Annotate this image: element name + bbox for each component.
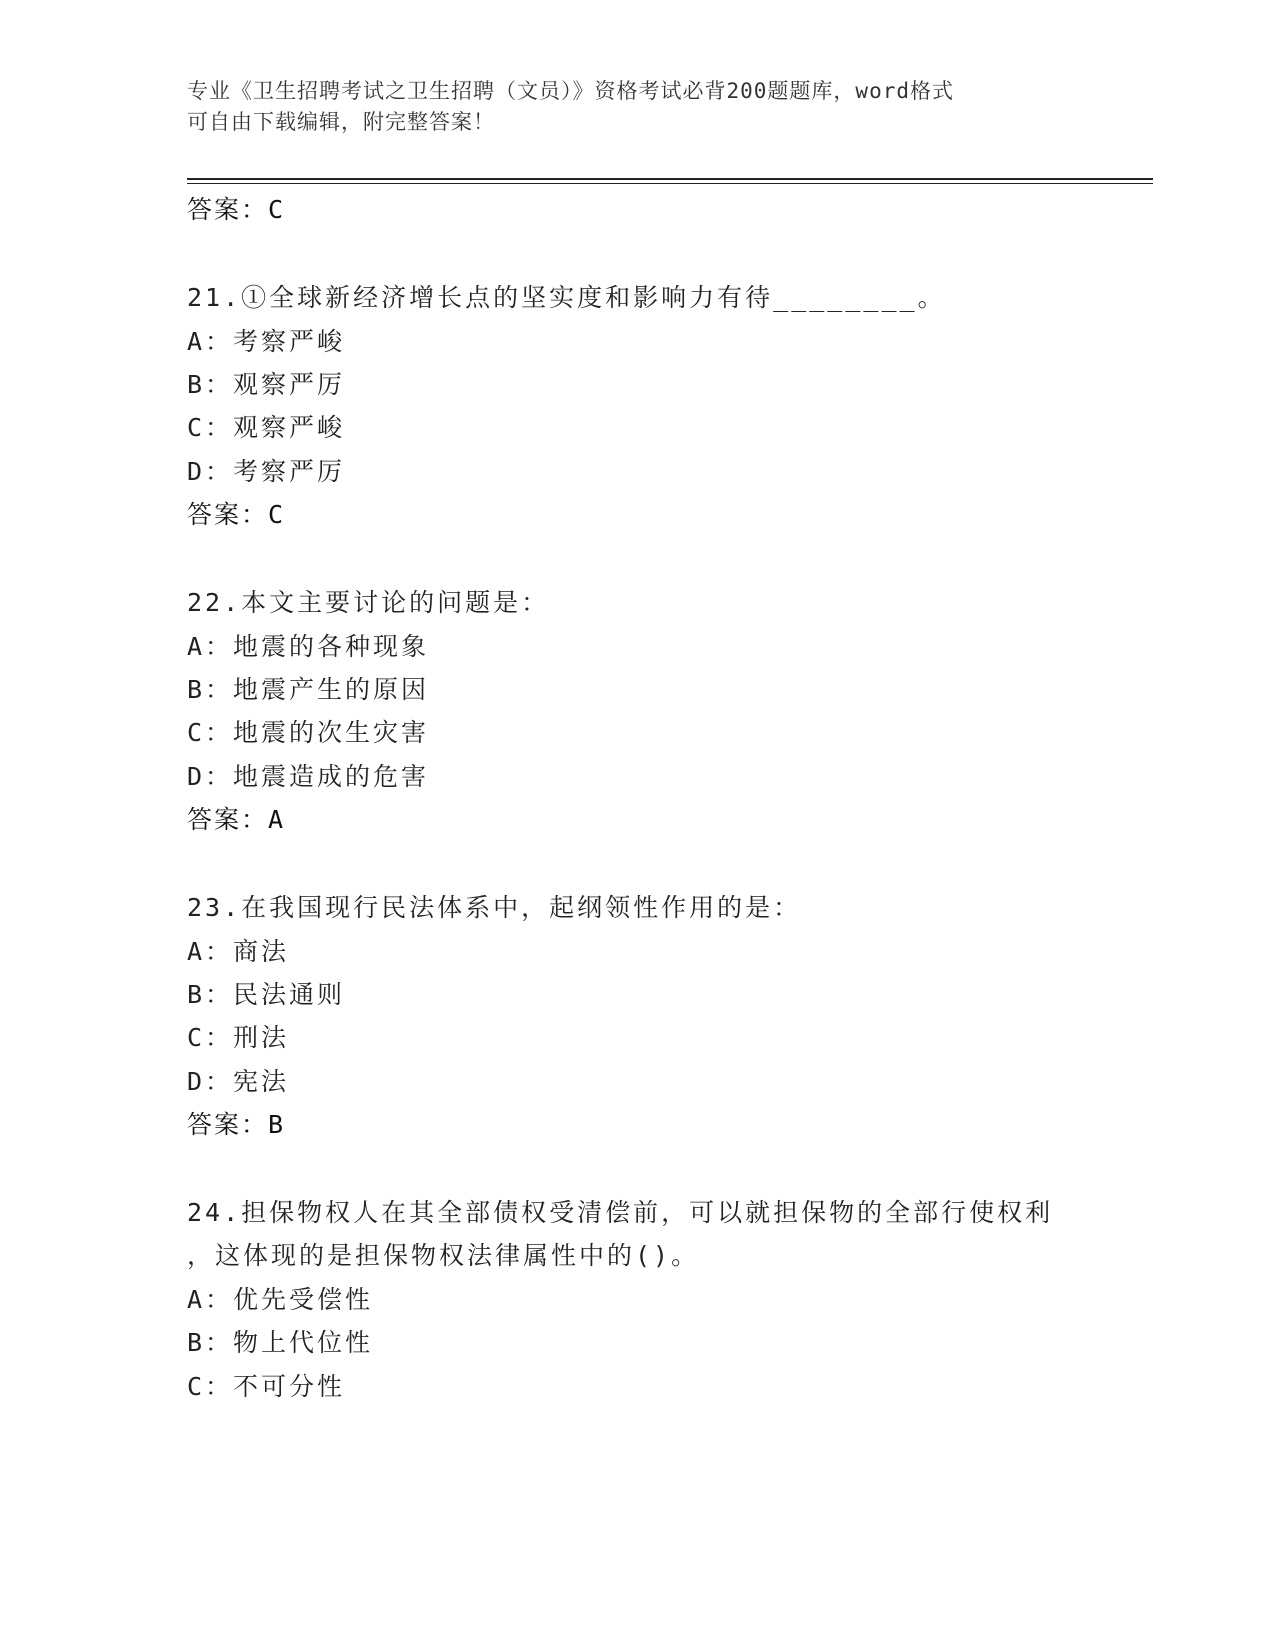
answer-value: A — [268, 805, 284, 834]
question-22-option-c: C：地震的次生灾害 — [187, 718, 430, 747]
header-divider — [187, 178, 1153, 180]
answer-value: C — [268, 500, 284, 529]
document-header-line-2: 可自由下载编辑，附完整答案！ — [187, 110, 495, 134]
answer-value: C — [268, 195, 284, 224]
question-24-option-a: A：优先受偿性 — [187, 1285, 374, 1314]
question-22-option-d: D：地震造成的危害 — [187, 762, 430, 791]
question-21-stem: 21.①全球新经济增长点的坚实度和影响力有待________。 — [187, 283, 946, 312]
question-22-option-b: B：地震产生的原因 — [187, 675, 430, 704]
question-24-stem-line-1: 24.担保物权人在其全部债权受清偿前，可以就担保物的全部行使权利 — [187, 1198, 1054, 1227]
question-22-stem: 22.本文主要讨论的问题是： — [187, 588, 550, 617]
document-header-line-1: 专业《卫生招聘考试之卫生招聘（文员）》资格考试必背200题题库，word格式 — [187, 79, 954, 103]
header-divider-thin — [187, 183, 1153, 184]
question-23-answer — [187, 1105, 283, 1141]
question-24-option-b: B：物上代位性 — [187, 1328, 374, 1357]
previous-answer — [187, 190, 283, 226]
answer-label: 答案： — [187, 500, 269, 529]
answer-value: B — [268, 1110, 284, 1139]
question-23-stem: 23.在我国现行民法体系中，起纲领性作用的是： — [187, 893, 802, 922]
question-21-option-d: D：考察严厉 — [187, 457, 346, 486]
answer-label: 答案： — [187, 805, 269, 834]
question-22-option-a: A：地震的各种现象 — [187, 632, 430, 661]
question-23-option-c: C：刑法 — [187, 1023, 290, 1052]
question-23-option-a: A：商法 — [187, 937, 290, 966]
answer-label: 答案： — [187, 195, 269, 224]
question-24-option-c: C：不可分性 — [187, 1372, 346, 1401]
question-21-option-b: B：观察严厉 — [187, 370, 346, 399]
question-21-option-a: A：考察严峻 — [187, 327, 346, 356]
question-21-option-c: C：观察严峻 — [187, 413, 346, 442]
answer-label: 答案： — [187, 1110, 269, 1139]
question-23-option-d: D：宪法 — [187, 1067, 290, 1096]
question-23-option-b: B：民法通则 — [187, 980, 346, 1009]
question-21-answer — [187, 495, 283, 531]
question-24-stem-line-2: ，这体现的是担保物权法律属性中的()。 — [187, 1241, 700, 1270]
question-22-answer — [187, 800, 283, 836]
